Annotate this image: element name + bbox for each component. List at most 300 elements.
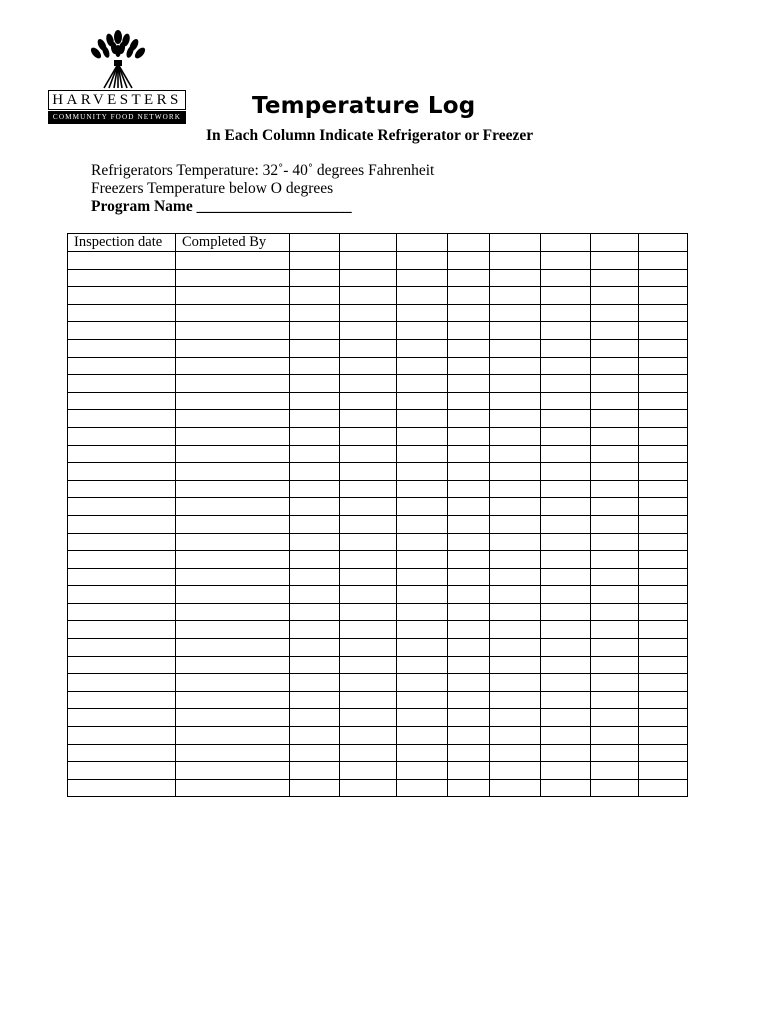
table-cell[interactable] <box>448 445 490 463</box>
table-cell[interactable] <box>490 515 541 533</box>
table-cell[interactable] <box>639 375 688 393</box>
table-cell[interactable] <box>68 586 176 604</box>
table-cell[interactable] <box>639 427 688 445</box>
table-cell[interactable] <box>639 586 688 604</box>
table-cell[interactable] <box>591 551 639 569</box>
table-cell[interactable] <box>490 339 541 357</box>
table-cell[interactable] <box>290 445 340 463</box>
table-cell[interactable] <box>290 515 340 533</box>
table-cell[interactable] <box>397 691 448 709</box>
table-cell[interactable] <box>591 287 639 305</box>
table-cell[interactable] <box>397 339 448 357</box>
table-cell[interactable] <box>639 410 688 428</box>
table-cell[interactable] <box>639 744 688 762</box>
table-cell[interactable] <box>340 533 397 551</box>
table-cell[interactable] <box>68 480 176 498</box>
table-cell[interactable] <box>397 533 448 551</box>
table-cell[interactable] <box>290 463 340 481</box>
table-cell[interactable] <box>490 691 541 709</box>
table-cell[interactable] <box>68 709 176 727</box>
table-cell[interactable] <box>541 639 591 657</box>
table-cell[interactable] <box>448 357 490 375</box>
table-cell[interactable] <box>541 779 591 797</box>
table-cell[interactable] <box>591 639 639 657</box>
table-cell[interactable] <box>68 375 176 393</box>
table-cell[interactable] <box>68 656 176 674</box>
table-cell[interactable] <box>591 744 639 762</box>
table-cell[interactable] <box>340 480 397 498</box>
table-cell[interactable] <box>290 621 340 639</box>
table-cell[interactable] <box>290 727 340 745</box>
table-cell[interactable] <box>591 375 639 393</box>
table-cell[interactable] <box>591 322 639 340</box>
table-cell[interactable] <box>448 551 490 569</box>
table-cell[interactable] <box>541 357 591 375</box>
table-cell[interactable] <box>541 410 591 428</box>
table-cell[interactable] <box>541 656 591 674</box>
table-cell[interactable] <box>541 304 591 322</box>
table-cell[interactable] <box>639 762 688 780</box>
table-cell[interactable] <box>290 779 340 797</box>
table-cell[interactable] <box>448 709 490 727</box>
table-cell[interactable] <box>397 287 448 305</box>
table-cell[interactable] <box>397 269 448 287</box>
table-cell[interactable] <box>290 287 340 305</box>
table-cell[interactable] <box>290 269 340 287</box>
table-cell[interactable] <box>397 603 448 621</box>
table-cell[interactable] <box>290 603 340 621</box>
table-cell[interactable] <box>397 515 448 533</box>
table-cell[interactable] <box>340 586 397 604</box>
table-cell[interactable] <box>591 252 639 270</box>
table-cell[interactable] <box>68 639 176 657</box>
table-cell[interactable] <box>541 621 591 639</box>
table-cell[interactable] <box>68 392 176 410</box>
table-cell[interactable] <box>541 445 591 463</box>
table-cell[interactable] <box>68 762 176 780</box>
table-cell[interactable] <box>490 603 541 621</box>
table-cell[interactable] <box>490 551 541 569</box>
table-cell[interactable] <box>639 779 688 797</box>
table-cell[interactable] <box>176 533 290 551</box>
table-cell[interactable] <box>68 498 176 516</box>
table-cell[interactable] <box>448 427 490 445</box>
table-cell[interactable] <box>290 762 340 780</box>
table-cell[interactable] <box>176 551 290 569</box>
table-cell[interactable] <box>290 252 340 270</box>
table-cell[interactable] <box>591 269 639 287</box>
table-cell[interactable] <box>490 727 541 745</box>
table-cell[interactable] <box>490 252 541 270</box>
table-cell[interactable] <box>448 339 490 357</box>
table-cell[interactable] <box>397 586 448 604</box>
table-cell[interactable] <box>397 727 448 745</box>
table-cell[interactable] <box>290 709 340 727</box>
table-cell[interactable] <box>448 656 490 674</box>
table-cell[interactable] <box>490 480 541 498</box>
table-cell[interactable] <box>448 586 490 604</box>
table-cell[interactable] <box>490 621 541 639</box>
table-cell[interactable] <box>176 744 290 762</box>
table-cell[interactable] <box>176 762 290 780</box>
table-cell[interactable] <box>639 287 688 305</box>
table-cell[interactable] <box>490 322 541 340</box>
table-cell[interactable] <box>68 551 176 569</box>
table-cell[interactable] <box>541 709 591 727</box>
table-cell[interactable] <box>639 498 688 516</box>
table-cell[interactable] <box>448 480 490 498</box>
table-cell[interactable] <box>340 357 397 375</box>
table-cell[interactable] <box>639 322 688 340</box>
table-cell[interactable] <box>68 744 176 762</box>
table-cell[interactable] <box>448 322 490 340</box>
table-cell[interactable] <box>639 252 688 270</box>
table-cell[interactable] <box>448 674 490 692</box>
table-cell[interactable] <box>541 551 591 569</box>
table-cell[interactable] <box>397 480 448 498</box>
table-cell[interactable] <box>340 304 397 322</box>
table-cell[interactable] <box>591 603 639 621</box>
table-cell[interactable] <box>68 410 176 428</box>
table-cell[interactable] <box>639 269 688 287</box>
table-cell[interactable] <box>448 639 490 657</box>
table-cell[interactable] <box>340 392 397 410</box>
table-cell[interactable] <box>290 498 340 516</box>
table-cell[interactable] <box>68 252 176 270</box>
table-cell[interactable] <box>490 463 541 481</box>
table-cell[interactable] <box>448 498 490 516</box>
table-cell[interactable] <box>490 568 541 586</box>
table-cell[interactable] <box>639 674 688 692</box>
table-cell[interactable] <box>639 709 688 727</box>
table-cell[interactable] <box>591 727 639 745</box>
table-cell[interactable] <box>397 709 448 727</box>
table-cell[interactable] <box>490 445 541 463</box>
table-cell[interactable] <box>448 533 490 551</box>
table-cell[interactable] <box>290 744 340 762</box>
table-cell[interactable] <box>176 357 290 375</box>
table-cell[interactable] <box>290 375 340 393</box>
table-cell[interactable] <box>397 656 448 674</box>
table-cell[interactable] <box>176 674 290 692</box>
table-cell[interactable] <box>397 392 448 410</box>
table-cell[interactable] <box>340 375 397 393</box>
table-cell[interactable] <box>541 269 591 287</box>
table-cell[interactable] <box>490 709 541 727</box>
program-name-field[interactable]: Program Name ____________________ <box>91 198 352 215</box>
table-cell[interactable] <box>176 392 290 410</box>
table-cell[interactable] <box>68 515 176 533</box>
table-cell[interactable] <box>490 304 541 322</box>
table-cell[interactable] <box>340 568 397 586</box>
table-cell[interactable] <box>290 322 340 340</box>
table-cell[interactable] <box>591 568 639 586</box>
table-cell[interactable] <box>68 727 176 745</box>
table-cell[interactable] <box>290 656 340 674</box>
table-cell[interactable] <box>340 322 397 340</box>
table-cell[interactable] <box>176 515 290 533</box>
table-cell[interactable] <box>591 304 639 322</box>
table-cell[interactable] <box>176 691 290 709</box>
table-cell[interactable] <box>448 691 490 709</box>
table-cell[interactable] <box>68 691 176 709</box>
table-cell[interactable] <box>340 744 397 762</box>
table-cell[interactable] <box>397 762 448 780</box>
table-cell[interactable] <box>541 480 591 498</box>
table-cell[interactable] <box>290 568 340 586</box>
table-cell[interactable] <box>448 621 490 639</box>
table-cell[interactable] <box>490 779 541 797</box>
table-cell[interactable] <box>541 498 591 516</box>
table-cell[interactable] <box>591 779 639 797</box>
table-cell[interactable] <box>591 674 639 692</box>
table-cell[interactable] <box>639 304 688 322</box>
table-cell[interactable] <box>591 357 639 375</box>
table-cell[interactable] <box>591 392 639 410</box>
table-cell[interactable] <box>397 252 448 270</box>
table-cell[interactable] <box>176 656 290 674</box>
table-cell[interactable] <box>591 656 639 674</box>
table-cell[interactable] <box>176 339 290 357</box>
table-cell[interactable] <box>591 533 639 551</box>
table-cell[interactable] <box>541 322 591 340</box>
table-cell[interactable] <box>541 691 591 709</box>
table-cell[interactable] <box>176 727 290 745</box>
table-cell[interactable] <box>290 357 340 375</box>
table-cell[interactable] <box>490 498 541 516</box>
table-cell[interactable] <box>290 551 340 569</box>
table-cell[interactable] <box>639 568 688 586</box>
table-cell[interactable] <box>340 551 397 569</box>
table-cell[interactable] <box>541 568 591 586</box>
table-cell[interactable] <box>290 480 340 498</box>
table-cell[interactable] <box>448 375 490 393</box>
table-cell[interactable] <box>639 463 688 481</box>
table-cell[interactable] <box>639 480 688 498</box>
table-cell[interactable] <box>397 551 448 569</box>
table-cell[interactable] <box>176 709 290 727</box>
table-cell[interactable] <box>639 691 688 709</box>
table-cell[interactable] <box>397 779 448 797</box>
table-cell[interactable] <box>490 744 541 762</box>
table-cell[interactable] <box>340 287 397 305</box>
table-cell[interactable] <box>290 639 340 657</box>
table-cell[interactable] <box>397 568 448 586</box>
table-cell[interactable] <box>68 322 176 340</box>
table-cell[interactable] <box>591 410 639 428</box>
table-cell[interactable] <box>490 639 541 657</box>
table-cell[interactable] <box>541 392 591 410</box>
table-cell[interactable] <box>591 480 639 498</box>
table-cell[interactable] <box>340 427 397 445</box>
table-cell[interactable] <box>397 357 448 375</box>
table-cell[interactable] <box>340 410 397 428</box>
table-cell[interactable] <box>68 269 176 287</box>
table-cell[interactable] <box>68 603 176 621</box>
table-cell[interactable] <box>397 375 448 393</box>
table-cell[interactable] <box>639 392 688 410</box>
table-cell[interactable] <box>340 269 397 287</box>
table-cell[interactable] <box>397 445 448 463</box>
table-cell[interactable] <box>340 727 397 745</box>
table-cell[interactable] <box>176 779 290 797</box>
table-cell[interactable] <box>176 252 290 270</box>
table-cell[interactable] <box>490 287 541 305</box>
table-cell[interactable] <box>340 762 397 780</box>
table-cell[interactable] <box>176 375 290 393</box>
table-cell[interactable] <box>340 515 397 533</box>
table-cell[interactable] <box>176 322 290 340</box>
table-cell[interactable] <box>448 463 490 481</box>
table-cell[interactable] <box>448 727 490 745</box>
table-cell[interactable] <box>340 674 397 692</box>
table-cell[interactable] <box>490 674 541 692</box>
table-cell[interactable] <box>591 709 639 727</box>
table-cell[interactable] <box>68 779 176 797</box>
table-cell[interactable] <box>541 287 591 305</box>
table-cell[interactable] <box>490 357 541 375</box>
table-cell[interactable] <box>591 621 639 639</box>
table-cell[interactable] <box>639 656 688 674</box>
table-cell[interactable] <box>490 392 541 410</box>
table-cell[interactable] <box>176 498 290 516</box>
table-cell[interactable] <box>68 445 176 463</box>
table-cell[interactable] <box>541 339 591 357</box>
table-cell[interactable] <box>176 304 290 322</box>
table-cell[interactable] <box>490 762 541 780</box>
table-cell[interactable] <box>541 674 591 692</box>
table-cell[interactable] <box>448 392 490 410</box>
table-cell[interactable] <box>340 779 397 797</box>
table-cell[interactable] <box>340 498 397 516</box>
table-cell[interactable] <box>541 463 591 481</box>
table-cell[interactable] <box>448 568 490 586</box>
table-cell[interactable] <box>68 427 176 445</box>
table-cell[interactable] <box>591 586 639 604</box>
table-cell[interactable] <box>340 691 397 709</box>
table-cell[interactable] <box>290 339 340 357</box>
table-cell[interactable] <box>340 639 397 657</box>
table-cell[interactable] <box>639 445 688 463</box>
table-cell[interactable] <box>340 339 397 357</box>
table-cell[interactable] <box>591 339 639 357</box>
table-cell[interactable] <box>290 691 340 709</box>
table-cell[interactable] <box>448 410 490 428</box>
table-cell[interactable] <box>290 392 340 410</box>
table-cell[interactable] <box>176 480 290 498</box>
table-cell[interactable] <box>639 551 688 569</box>
table-cell[interactable] <box>591 463 639 481</box>
table-cell[interactable] <box>591 515 639 533</box>
table-cell[interactable] <box>541 744 591 762</box>
table-cell[interactable] <box>639 339 688 357</box>
table-cell[interactable] <box>490 586 541 604</box>
table-cell[interactable] <box>176 463 290 481</box>
table-cell[interactable] <box>541 727 591 745</box>
table-cell[interactable] <box>340 656 397 674</box>
table-cell[interactable] <box>68 463 176 481</box>
table-cell[interactable] <box>448 603 490 621</box>
table-cell[interactable] <box>541 586 591 604</box>
table-cell[interactable] <box>290 410 340 428</box>
table-cell[interactable] <box>448 304 490 322</box>
table-cell[interactable] <box>591 498 639 516</box>
table-cell[interactable] <box>176 568 290 586</box>
table-cell[interactable] <box>448 269 490 287</box>
table-cell[interactable] <box>397 304 448 322</box>
table-cell[interactable] <box>591 691 639 709</box>
table-cell[interactable] <box>448 779 490 797</box>
table-cell[interactable] <box>541 533 591 551</box>
table-cell[interactable] <box>176 603 290 621</box>
table-cell[interactable] <box>176 621 290 639</box>
table-cell[interactable] <box>397 322 448 340</box>
table-cell[interactable] <box>639 621 688 639</box>
table-cell[interactable] <box>541 603 591 621</box>
table-cell[interactable] <box>340 445 397 463</box>
table-cell[interactable] <box>490 375 541 393</box>
table-cell[interactable] <box>397 463 448 481</box>
table-cell[interactable] <box>541 427 591 445</box>
table-cell[interactable] <box>639 515 688 533</box>
table-cell[interactable] <box>541 252 591 270</box>
table-cell[interactable] <box>176 269 290 287</box>
table-cell[interactable] <box>639 357 688 375</box>
table-cell[interactable] <box>397 621 448 639</box>
table-cell[interactable] <box>340 463 397 481</box>
table-cell[interactable] <box>68 533 176 551</box>
table-cell[interactable] <box>490 410 541 428</box>
table-cell[interactable] <box>68 357 176 375</box>
table-cell[interactable] <box>448 287 490 305</box>
table-cell[interactable] <box>639 639 688 657</box>
table-cell[interactable] <box>290 533 340 551</box>
table-cell[interactable] <box>68 339 176 357</box>
table-cell[interactable] <box>541 375 591 393</box>
table-cell[interactable] <box>397 498 448 516</box>
table-cell[interactable] <box>176 445 290 463</box>
table-cell[interactable] <box>639 533 688 551</box>
table-cell[interactable] <box>541 762 591 780</box>
table-cell[interactable] <box>290 304 340 322</box>
table-cell[interactable] <box>397 744 448 762</box>
table-cell[interactable] <box>490 269 541 287</box>
table-cell[interactable] <box>68 621 176 639</box>
table-cell[interactable] <box>176 427 290 445</box>
table-cell[interactable] <box>290 674 340 692</box>
table-cell[interactable] <box>490 656 541 674</box>
table-cell[interactable] <box>340 709 397 727</box>
table-cell[interactable] <box>448 744 490 762</box>
table-cell[interactable] <box>176 287 290 305</box>
table-cell[interactable] <box>490 533 541 551</box>
table-cell[interactable] <box>639 727 688 745</box>
table-cell[interactable] <box>591 762 639 780</box>
table-cell[interactable] <box>290 427 340 445</box>
table-cell[interactable] <box>68 674 176 692</box>
table-cell[interactable] <box>591 445 639 463</box>
table-cell[interactable] <box>68 287 176 305</box>
table-cell[interactable] <box>591 427 639 445</box>
table-cell[interactable] <box>290 586 340 604</box>
table-cell[interactable] <box>397 427 448 445</box>
table-cell[interactable] <box>397 674 448 692</box>
table-cell[interactable] <box>176 410 290 428</box>
table-cell[interactable] <box>176 586 290 604</box>
table-cell[interactable] <box>340 621 397 639</box>
table-cell[interactable] <box>68 304 176 322</box>
table-cell[interactable] <box>639 603 688 621</box>
